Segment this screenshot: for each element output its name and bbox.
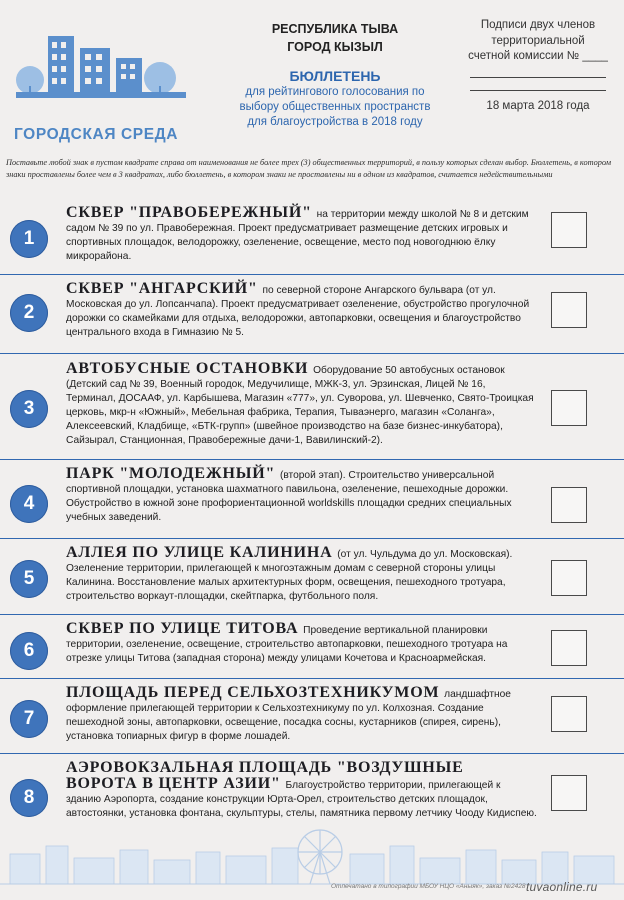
item-divider: [0, 459, 624, 460]
item-text: Оборудование 50 автобусных остановок (Детский сад № 39, Военный городок, Медучилище, МЖК-3, ул. Эрзинская, Лицей № 16, Терминал, ДОСААФ, ул. Карбышева, Магазин «777», ул. Суворова, ул. Шевченко, Свято-Троицкая церковь, мкр-н «Южный», Мебельная фабрика, Терапия, Тываэнерго, магазин «Соланга», Алексеевский, Кладбище, «БТК-групп» (швейное производство на базе бизнес-инкубатора), Сайзырал, Станционная, Правобережные дачи-1, Вавилинский-2).: [66, 365, 534, 446]
item-title: АЛЛЕЯ ПО УЛИЦЕ КАЛИНИНА: [66, 544, 338, 561]
item-number-badge: 7: [10, 700, 48, 738]
item-description: [66, 282, 538, 340]
signature-label-line-3: счетной комиссии № ____: [468, 50, 608, 62]
item-divider: [0, 614, 624, 615]
item-title: СКВЕР ПО УЛИЦЕ ТИТОВА: [66, 620, 304, 637]
item-number-badge: 5: [10, 560, 48, 598]
item-text: Благоустройство территории, прилегающей к зданию Аэропорта, создание конструкции Юрта-Орел, строительство детских площадок, автостоянки, установка фонтана, скульптуры, стелы, памятника первому летчику Чооду Кидиспею.: [66, 779, 537, 819]
item-text: ландшафтное оформление прилегающей территории к Сельхозтехникуму по ул. Колхозная. Создание пешеходной зоны, автопарковки, освещение, посадка сосны, кустарников (спирея, сирень), установка топиарных фигур в форме лошадей.: [66, 689, 511, 742]
item-text: (от ул. Чульдума до ул. Московская). Озеленение территории, прилегающей к многоэтажным домам с северной стороны улицы Калинина. Восстановление малых архитектурных форм, освещения, пешеходного тротуара, строительство воркаут-площадки, скейтпарка, футбольного поля.: [66, 549, 513, 602]
item-divider: [0, 753, 624, 754]
ballot-subtitle-line-2: выбору общественных пространств: [239, 101, 431, 113]
city-skyline-logo-icon: [8, 28, 198, 100]
ballot-heading: [215, 20, 455, 130]
republic-name: РЕСПУБЛИКА ТЫВА: [271, 22, 399, 36]
item-title: ПЛОЩАДЬ ПЕРЕД СЕЛЬХОЗТЕХНИКУМОМ: [66, 684, 445, 701]
item-number-badge: 4: [10, 485, 48, 523]
source-watermark: tuvaonline.ru: [526, 880, 598, 894]
voting-instructions: Поставьте любой знак в пустом квадрате справа от наименования не более трех (3) общественных территорий, в пользу которых сделан выбор. Бюллетень, в котором знаки проставлены более чем в 3 квадратах, либо бюллетень, в котором знаки не проставлены ни в одном из квадратов, считается недействительными: [6, 158, 612, 179]
vote-checkbox-2[interactable]: [551, 292, 587, 328]
item-description: [66, 546, 538, 604]
item-title: СКВЕР "АНГАРСКИЙ": [66, 280, 263, 297]
vote-checkbox-4[interactable]: [551, 487, 587, 523]
item-description: [66, 467, 538, 525]
item-number-badge: 6: [10, 632, 48, 670]
city-environment-logo: [8, 28, 198, 143]
item-divider: [0, 274, 624, 275]
signature-line[interactable]: [470, 65, 606, 78]
vote-checkbox-1[interactable]: [551, 212, 587, 248]
item-title: ПАРК "МОЛОДЕЖНЫЙ": [66, 465, 280, 482]
vote-checkbox-7[interactable]: [551, 696, 587, 732]
item-title: АВТОБУСНЫЕ ОСТАНОВКИ: [66, 360, 314, 377]
item-title: АЭРОВОКЗАЛЬНАЯ ПЛОЩАДЬ "ВОЗДУШНЫЕ ВОРОТА В ЦЕНТР АЗИИ": [66, 759, 464, 792]
ballot-subtitle-line-1: для рейтингового голосования по: [245, 86, 425, 98]
vote-checkbox-8[interactable]: [551, 775, 587, 811]
item-title: СКВЕР "ПРАВОБЕРЕЖНЫЙ": [66, 204, 317, 221]
signature-label-line-2: территориальной: [491, 34, 585, 47]
item-description: [66, 362, 538, 447]
item-number-badge: 2: [10, 294, 48, 332]
item-text: (второй этап). Строительство универсальной спортивной площадки, установка шахматного павильона, озеленение, пешеходные дорожки. Обустройство в южной зоне профориентационной worldskills площадки средних специальных учебных заведений.: [66, 470, 512, 523]
vote-checkbox-5[interactable]: [551, 560, 587, 596]
item-text: по северной стороне Ангарского бульвара (от ул. Московская до ул. Лопсанчапа). Проект предусматривает озеленение, обустройство прогулочной дорожки со скамейками для отдыха, велодорожки, автопарковки, освещения и благоустройство центрального входа в Гимназию № 5.: [66, 285, 530, 338]
item-divider: [0, 538, 624, 539]
signature-line[interactable]: [470, 78, 606, 91]
vote-checkbox-3[interactable]: [551, 390, 587, 426]
ballot-title: БЮЛЛЕТЕНЬ: [289, 68, 381, 84]
item-divider: [0, 353, 624, 354]
ballot-subtitle-line-3: для благоустройства в 2018 году: [247, 116, 423, 128]
ballot-date: 18 марта 2018 года: [486, 99, 590, 112]
item-number-badge: 8: [10, 779, 48, 817]
item-number-badge: 3: [10, 390, 48, 428]
item-description: [66, 206, 538, 264]
item-text: на территории между школой № 8 и детским садом № 39 по ул. Правобережная. Проект предусматривает размещение детских игровых и спортивных площадок, велодорожку, озеленение, освещение, место под новогоднюю ёлку микрорайона.: [66, 209, 529, 262]
item-divider: [0, 678, 624, 679]
printer-note: Отпечатано в типографии МБОУ НЦО «Аныяк», заказ №2428: [331, 883, 526, 890]
city-name: ГОРОД КЫЗЫЛ: [287, 40, 383, 54]
logo-text: ГОРОДСКАЯ СРЕДА: [14, 126, 179, 143]
city-skyline-footer-icon: [0, 826, 624, 886]
commission-signature-block: [464, 18, 612, 114]
item-description: [66, 761, 538, 821]
item-description: [66, 622, 538, 666]
item-description: [66, 686, 538, 744]
item-text: Проведение вертикальной планировки территории, озеленение, освещение, строительство автопарковки, пешеходного тротуара на отрезке улицы Титова (западная сторона) между улицами Кочетова и Красноармейская.: [66, 625, 508, 664]
item-number-badge: 1: [10, 220, 48, 258]
vote-checkbox-6[interactable]: [551, 630, 587, 666]
signature-label-line-1: Подписи двух членов: [480, 19, 596, 31]
